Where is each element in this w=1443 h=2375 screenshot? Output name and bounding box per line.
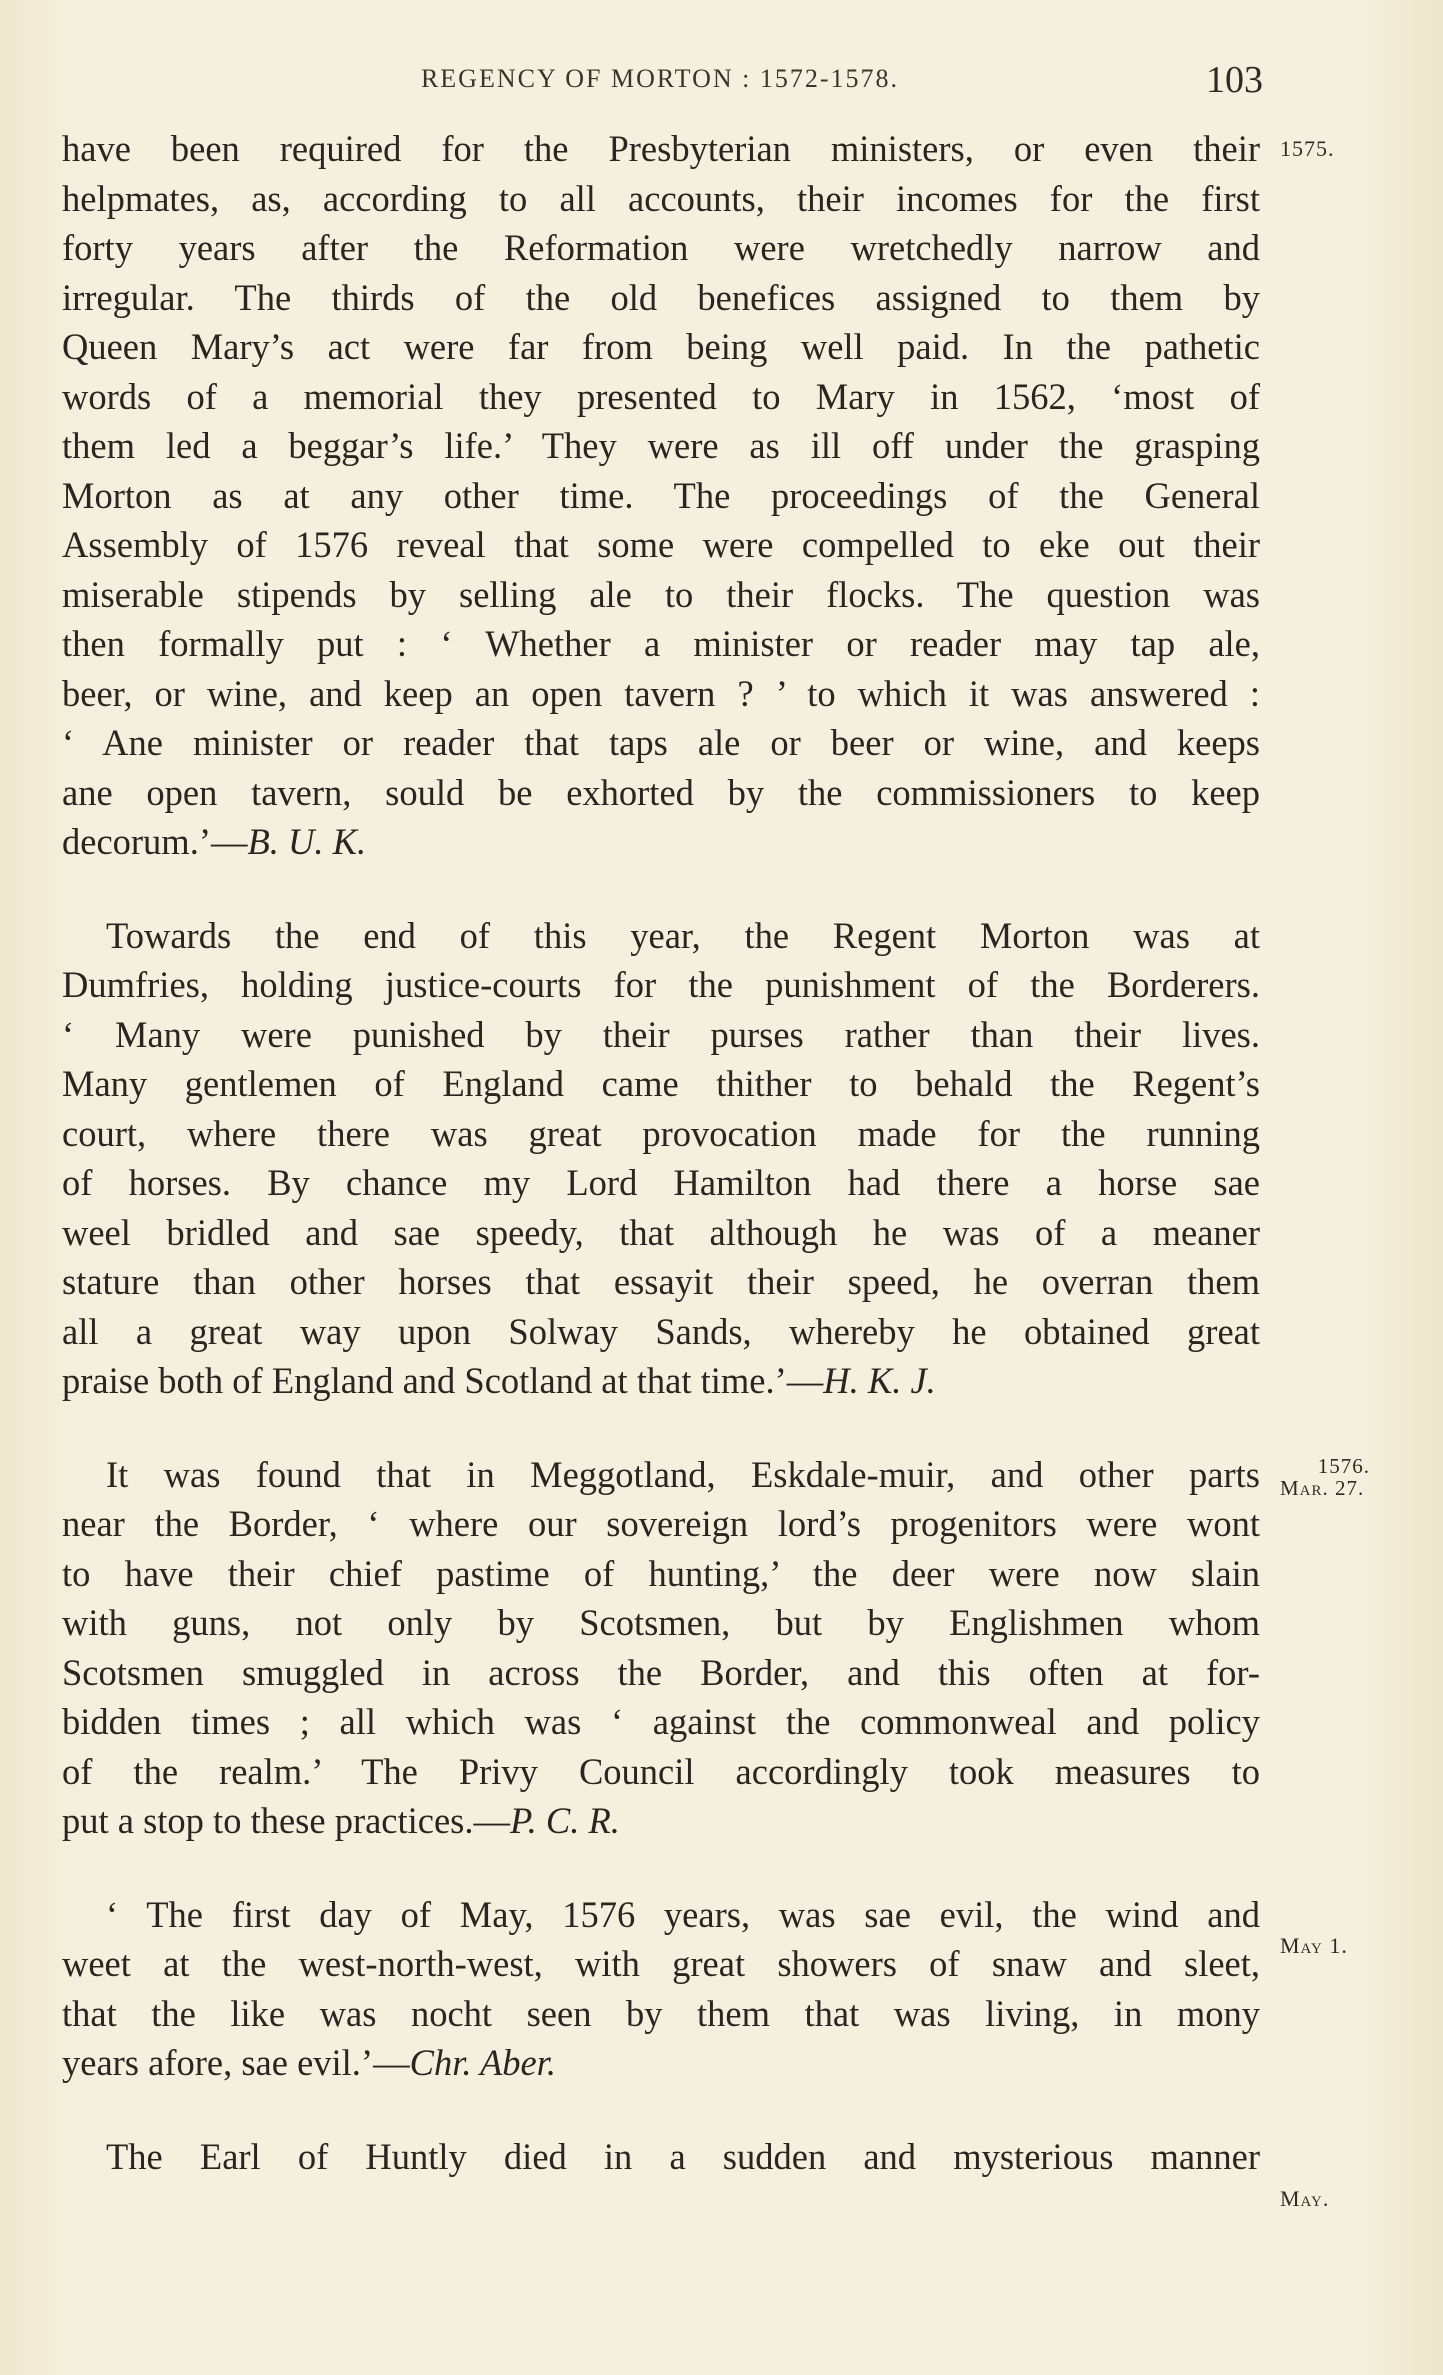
text-line-last (62, 817, 1260, 867)
text-line: Towards the end of this year, the Regent Morton was at (106, 914, 1260, 956)
text-line: Dumfries, holding justice-courts for the punishment of the Borderers. (62, 964, 1260, 1005)
text-line: irregular. The thirds of the old benefices assigned to them by (62, 276, 1260, 318)
running-head (60, 58, 1263, 102)
margin-note-date: May 1. (1280, 1933, 1348, 1958)
text-line: Assembly of 1576 reveal that some were compelled to eke out their (62, 524, 1260, 565)
text-line: have been required for the Presbyterian ministers, or even their (62, 128, 1260, 169)
text-line: Scotsmen smuggled in across the Border, and this often at for- (62, 1651, 1260, 1693)
paragraph-3 (62, 1450, 1260, 1846)
text-line: court, where there was great provocation made for the running (62, 1112, 1260, 1154)
text-line: with guns, not only by Scotsmen, but by Englishmen whom (62, 1602, 1260, 1643)
text-line-last (62, 1356, 1260, 1406)
text-line: Many gentlemen of England came thither to behald the Regent’s (62, 1063, 1260, 1104)
line-text: praise both of England and Scotland at that time.’— (62, 1360, 824, 1401)
margin-note-year: 1575. (1280, 136, 1335, 161)
text-line: all a great way upon Solway Sands, whereby he obtained great (62, 1310, 1260, 1352)
text-line: miserable stipends by selling ale to their flocks. The question was (62, 573, 1260, 615)
line-text: put a stop to these practices.— (62, 1800, 511, 1841)
text-line-last (62, 2038, 1260, 2088)
text-line: to have their chief pastime of hunting,’ the deer were now slain (62, 1552, 1260, 1594)
text-line: of horses. By chance my Lord Hamilton had there a horse sae (62, 1162, 1260, 1203)
text-line: ‘ The first day of May, 1576 years, was sae evil, the wind and (106, 1893, 1260, 1935)
line-text: decorum.’— (62, 821, 248, 862)
text-line: weet at the west-north-west, with great showers of snaw and sleet, (62, 1943, 1260, 1984)
margin-note-date: May. (1280, 2186, 1330, 2211)
text-line: stature than other horses that essayit their speed, he overran them (62, 1261, 1260, 1302)
text-line: words of a memorial they presented to Mary in 1562, ‘most of (62, 375, 1260, 417)
text-line: them led a beggar’s life.’ They were as ill off under the grasping (62, 425, 1260, 466)
source-citation: P. C. R. (510, 1800, 620, 1841)
page-number: 103 (1206, 59, 1263, 101)
paragraph-4 (62, 1890, 1260, 2088)
margin-date: Mar. 27. (1280, 1476, 1365, 1500)
source-citation: H. K. J. (823, 1360, 936, 1401)
text-line: beer, or wine, and keep an open tavern ? ’ to which it was answered : (62, 672, 1260, 714)
line-text: years afore, sae evil.’— (62, 2042, 410, 2083)
page-body (62, 124, 1260, 2225)
paragraph-5 (62, 2132, 1260, 2182)
text-line: near the Border, ‘ where our sovereign lord’s progenitors were wont (62, 1503, 1260, 1544)
text-line: helpmates, as, according to all accounts, their incomes for the first (62, 177, 1260, 219)
text-line: The Earl of Huntly died in a sudden and mysterious manner (106, 2135, 1260, 2177)
text-line: ‘ Ane minister or reader that taps ale or beer or wine, and keeps (62, 722, 1260, 763)
running-title: REGENCY OF MORTON : 1572-1578. (420, 64, 900, 93)
source-citation: Chr. Aber. (409, 2042, 556, 2083)
source-citation: B. U. K. (247, 821, 367, 862)
text-line: bidden times ; all which was ‘ against the commonweal and policy (62, 1701, 1260, 1742)
text-line: ‘ Many were punished by their purses rather than their lives. (62, 1013, 1260, 1055)
margin-note-date (1280, 1455, 1370, 1499)
paragraph-1 (62, 124, 1260, 867)
margin-year: 1576. (1317, 1454, 1370, 1478)
paragraph-2 (62, 911, 1260, 1406)
text-line: weel bridled and sae speedy, that although he was of a meaner (62, 1211, 1260, 1253)
text-line: forty years after the Reformation were wretchedly narrow and (62, 227, 1260, 268)
text-line: that the like was nocht seen by them that was living, in mony (62, 1992, 1260, 2034)
text-line-last (62, 1796, 1260, 1846)
text-line: of the realm.’ The Privy Council accordingly took measures to (62, 1750, 1260, 1792)
text-line: It was found that in Meggotland, Eskdale-muir, and other parts (106, 1453, 1260, 1495)
text-line: ane open tavern, sould be exhorted by the commissioners to keep (62, 771, 1260, 813)
text-line: then formally put : ‘ Whether a minister or reader may tap ale, (62, 623, 1260, 664)
text-line: Morton as at any other time. The proceedings of the General (62, 474, 1260, 516)
text-line: Queen Mary’s act were far from being well paid. In the pathetic (62, 326, 1260, 367)
